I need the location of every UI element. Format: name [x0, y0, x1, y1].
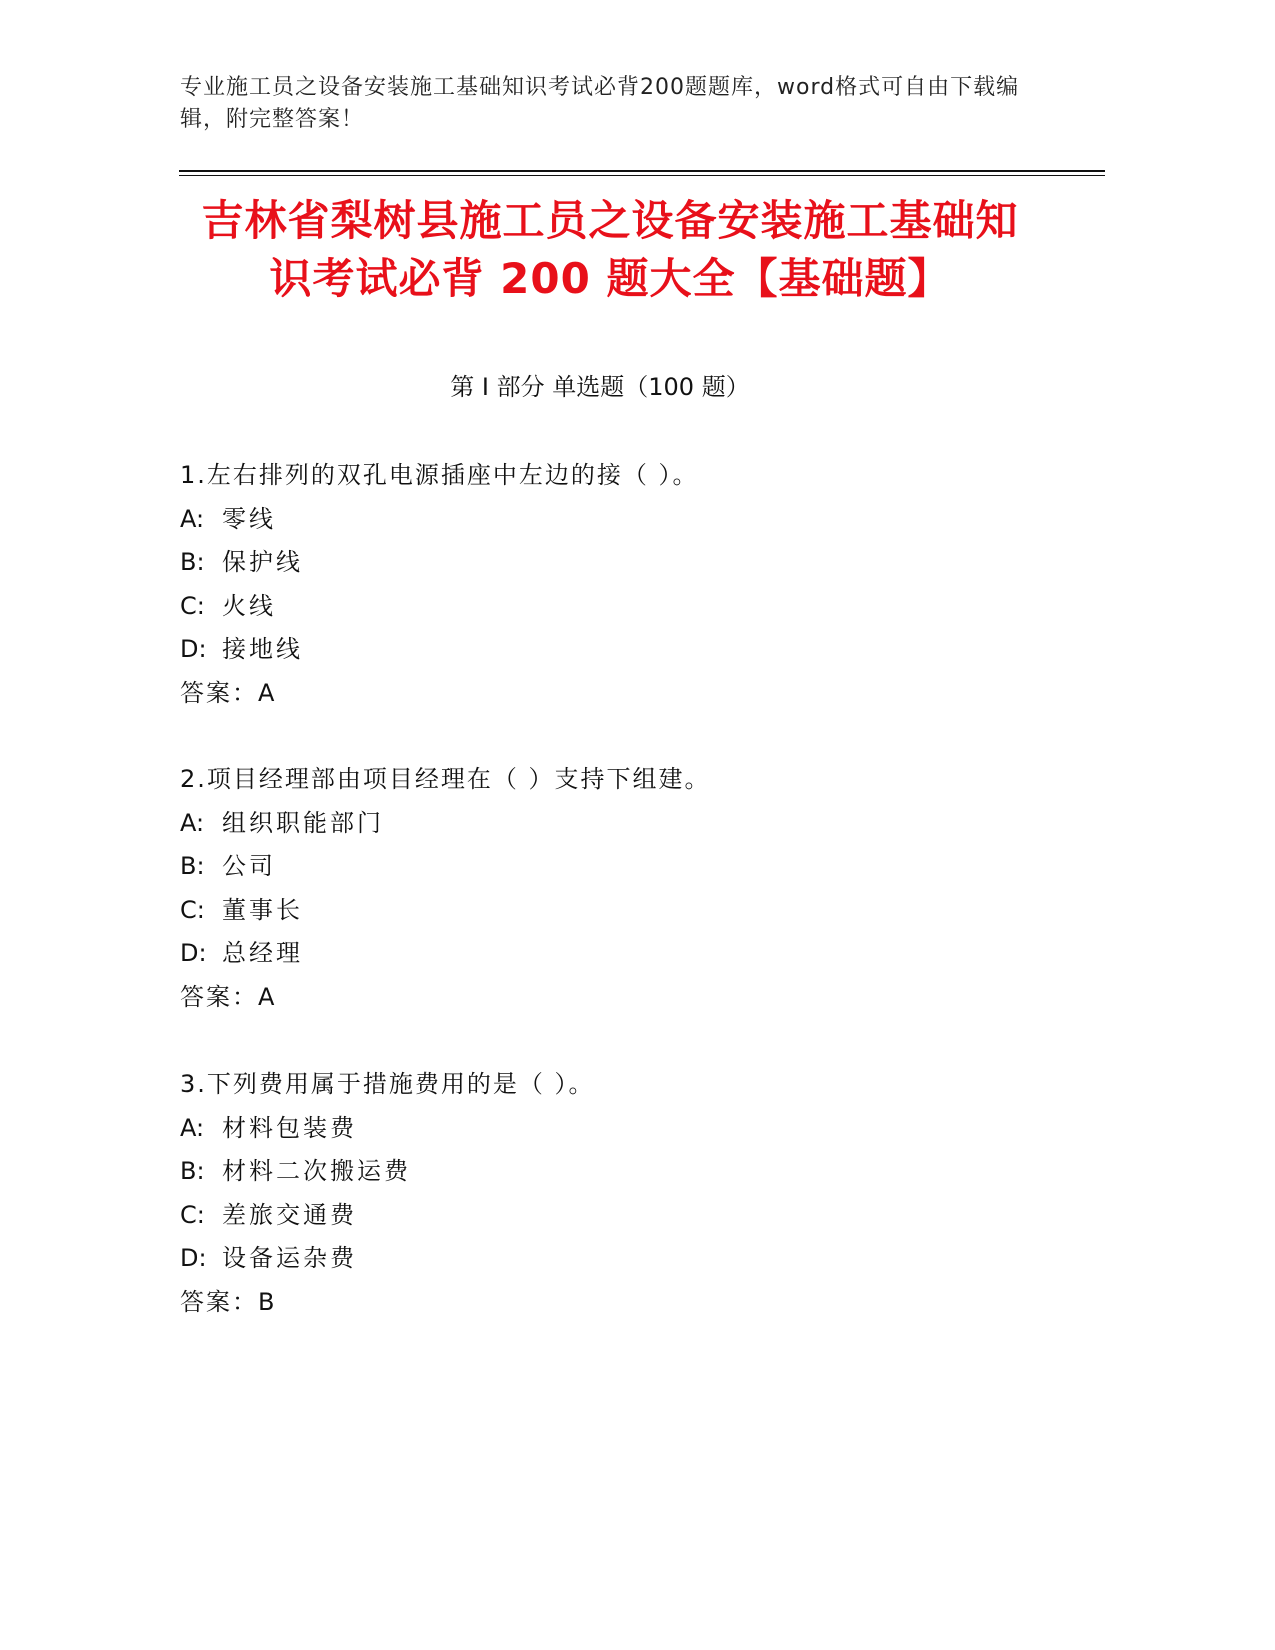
- option-c: [180, 889, 1080, 933]
- option-key: B:: [180, 852, 205, 880]
- header-rule-thin: [179, 175, 1105, 176]
- option-text: 接地线: [222, 635, 303, 663]
- answer-value: B: [258, 1287, 275, 1316]
- option-key: D:: [180, 1244, 207, 1272]
- option-key: C:: [180, 895, 205, 924]
- option-text: 设备运杂费: [222, 1244, 357, 1272]
- answer-value: A: [258, 678, 275, 707]
- option-key: B:: [180, 548, 205, 576]
- option-key: A:: [180, 504, 205, 533]
- option-key: C:: [180, 591, 205, 620]
- option-key: A:: [180, 1113, 205, 1142]
- option-key: D:: [180, 939, 207, 967]
- option-c: [180, 585, 1080, 629]
- question-2: [180, 758, 1080, 1019]
- answer-line: [180, 1281, 1080, 1325]
- option-c: [180, 1194, 1080, 1238]
- option-text: 公司: [222, 852, 276, 880]
- header-note: 专业施工员之设备安装施工基础知识考试必背200题题库，word格式可自由下载编辑，附完整答案！: [180, 75, 1020, 132]
- question-1: [180, 454, 1080, 715]
- option-a: [180, 498, 1080, 542]
- option-text: 材料包装费: [222, 1113, 357, 1142]
- option-d: [180, 932, 1080, 976]
- question-stem: 2.项目经理部由项目经理在（ ）支持下组建。: [180, 765, 711, 793]
- option-key: A:: [180, 808, 205, 837]
- option-b: [180, 845, 1080, 889]
- option-b: [180, 541, 1080, 585]
- option-key: D:: [180, 635, 207, 663]
- option-text: 总经理: [222, 939, 303, 967]
- option-a: [180, 1107, 1080, 1151]
- option-d: [180, 1237, 1080, 1281]
- question-stem: 1.左右排列的双孔电源插座中左边的接（ ）。: [180, 461, 699, 489]
- option-text: 材料二次搬运费: [222, 1157, 411, 1185]
- section-heading: 第 I 部分 单选题（100 题）: [450, 373, 750, 401]
- answer-value: A: [258, 982, 275, 1011]
- option-text: 火线: [222, 591, 276, 620]
- option-a: [180, 802, 1080, 846]
- answer-line: [180, 976, 1080, 1020]
- option-d: [180, 628, 1080, 672]
- option-text: 董事长: [222, 895, 303, 924]
- option-text: 组织职能部门: [222, 808, 384, 837]
- option-key: B:: [180, 1157, 205, 1185]
- title-line-2: 识考试必背 200 题大全【基础题】: [269, 254, 951, 303]
- option-b: [180, 1150, 1080, 1194]
- option-text: 保护线: [222, 548, 303, 576]
- answer-label: 答案：: [180, 678, 258, 707]
- answer-line: [180, 672, 1080, 716]
- answer-label: 答案：: [180, 1287, 258, 1316]
- question-3: [180, 1063, 1080, 1324]
- document-title: [170, 192, 1050, 308]
- question-stem: 3.下列费用属于措施费用的是（ ）。: [180, 1070, 595, 1098]
- option-text: 零线: [222, 504, 276, 533]
- answer-label: 答案：: [180, 982, 258, 1011]
- header-rule-thick: [179, 170, 1105, 172]
- option-key: C:: [180, 1200, 205, 1229]
- option-text: 差旅交通费: [222, 1200, 357, 1229]
- title-line-1: 吉林省梨树县施工员之设备安装施工基础知: [201, 196, 1019, 245]
